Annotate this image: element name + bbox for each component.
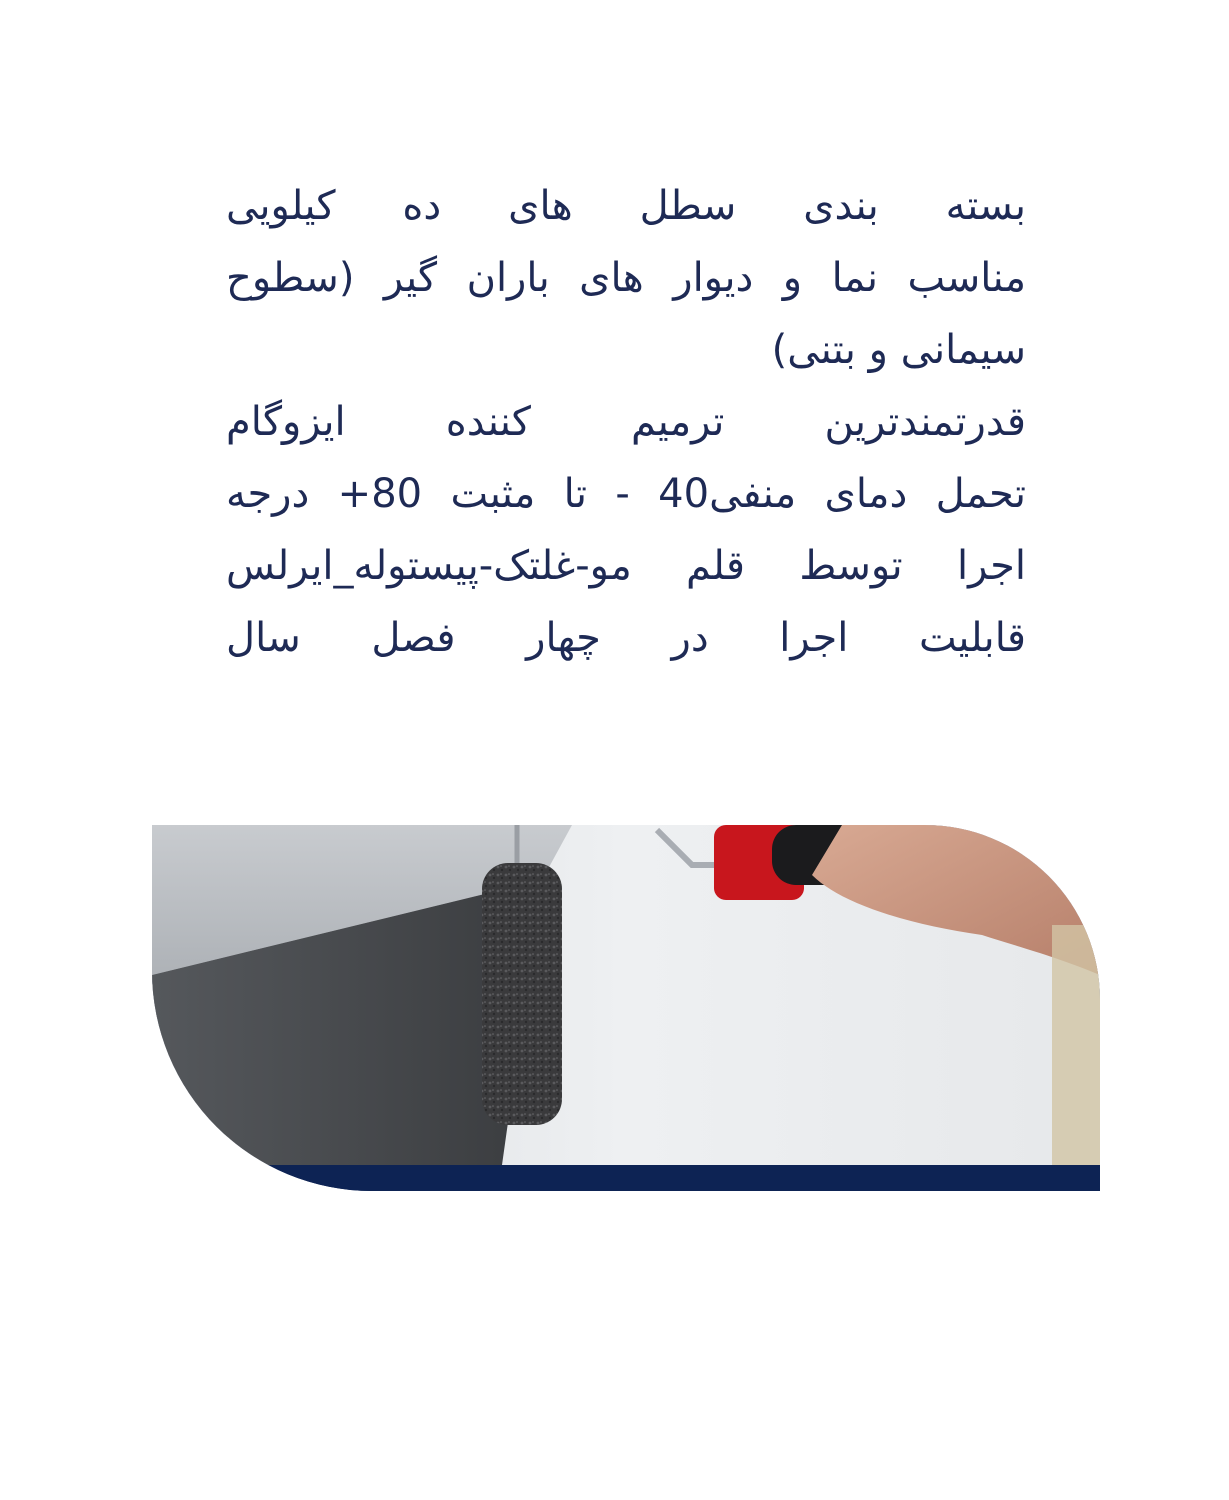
feature-line-surface-types: سیمانی و بتنی): [771, 327, 1026, 373]
paint-roller-illustration: [152, 825, 1100, 1191]
feature-line-four-seasons: قابلیت اجرا در چهار فصل سال: [226, 615, 1026, 661]
accent-band: [152, 1165, 1100, 1191]
background-strip: [1052, 925, 1100, 1165]
feature-line-repair: قدرتمندترین ترمیم کننده ایزوگام: [226, 399, 1026, 445]
feature-line-application-tools: اجرا توسط قلم مو-غلتک-پیستوله_ایرلس: [226, 543, 1026, 589]
feature-line-temperature: تحمل دمای منفی40 - تا مثبت 80+ درجه: [226, 471, 1026, 517]
feature-line-suitable-surfaces: مناسب نما و دیوار های باران گیر (سطوح: [226, 255, 1026, 301]
paint-roller-icon: [482, 863, 562, 1125]
paint-roller-photo: [152, 825, 1100, 1191]
feature-list: [226, 170, 1026, 674]
feature-line-packaging: بسته بندی سطل های ده کیلویی: [226, 183, 1026, 229]
